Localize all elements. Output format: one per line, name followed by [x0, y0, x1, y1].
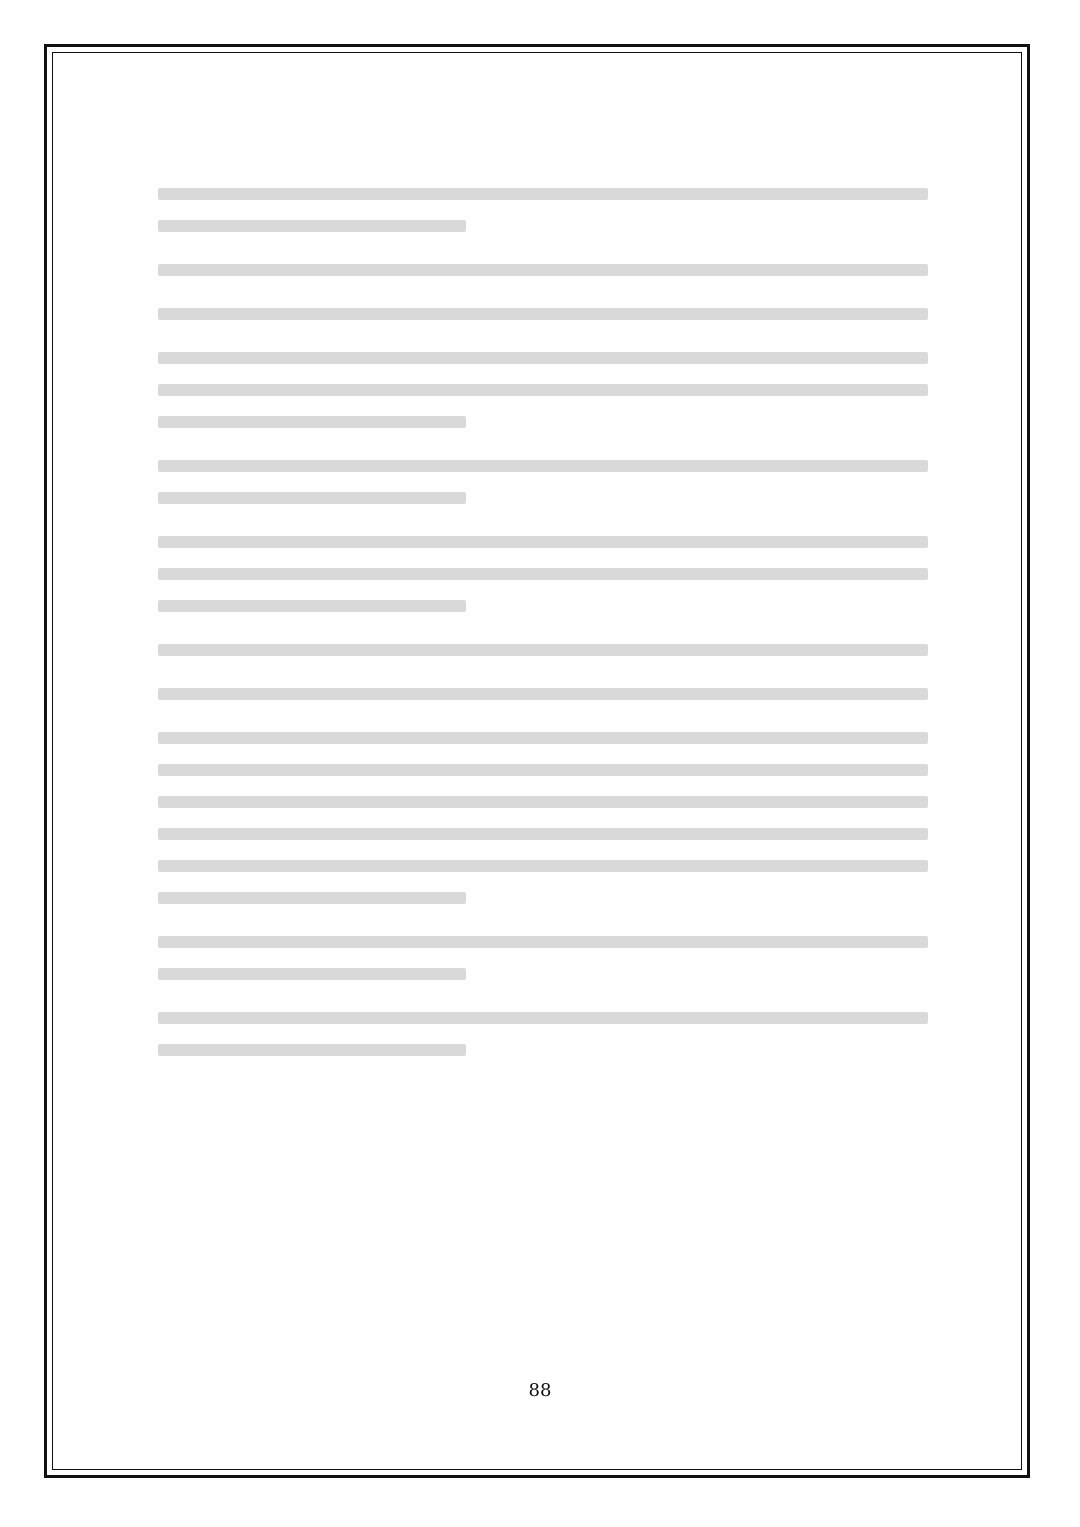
text-line-placeholder	[158, 536, 928, 548]
text-line-placeholder	[158, 1012, 928, 1024]
text-line-placeholder	[158, 264, 928, 276]
paragraph-placeholder	[158, 264, 928, 276]
paragraph-placeholder	[158, 308, 928, 320]
paragraph-placeholder	[158, 732, 928, 904]
text-line-placeholder	[158, 936, 928, 948]
text-line-placeholder	[158, 968, 466, 980]
text-line-placeholder	[158, 220, 466, 232]
text-line-placeholder	[158, 384, 928, 396]
text-line-placeholder	[158, 764, 928, 776]
page-number: 88	[528, 1380, 552, 1401]
text-line-placeholder	[158, 892, 466, 904]
text-line-placeholder	[158, 828, 928, 840]
paragraph-placeholder	[158, 1012, 928, 1056]
paragraph-placeholder	[158, 936, 928, 980]
paragraph-placeholder	[158, 352, 928, 428]
paragraph-placeholder	[158, 460, 928, 504]
text-line-placeholder	[158, 796, 928, 808]
text-line-placeholder	[158, 688, 928, 700]
text-line-placeholder	[158, 600, 466, 612]
paragraph-placeholder	[158, 688, 928, 700]
text-line-placeholder	[158, 644, 928, 656]
text-line-placeholder	[158, 308, 928, 320]
text-body-redacted	[158, 178, 928, 1088]
text-line-placeholder	[158, 460, 928, 472]
text-line-placeholder	[158, 416, 466, 428]
text-line-placeholder	[158, 860, 928, 872]
text-line-placeholder	[158, 188, 928, 200]
paragraph-placeholder	[158, 644, 928, 656]
text-line-placeholder	[158, 352, 928, 364]
paragraph-placeholder	[158, 188, 928, 232]
text-line-placeholder	[158, 492, 466, 504]
text-line-placeholder	[158, 732, 928, 744]
text-line-placeholder	[158, 1044, 466, 1056]
paragraph-placeholder	[158, 536, 928, 612]
text-line-placeholder	[158, 568, 928, 580]
